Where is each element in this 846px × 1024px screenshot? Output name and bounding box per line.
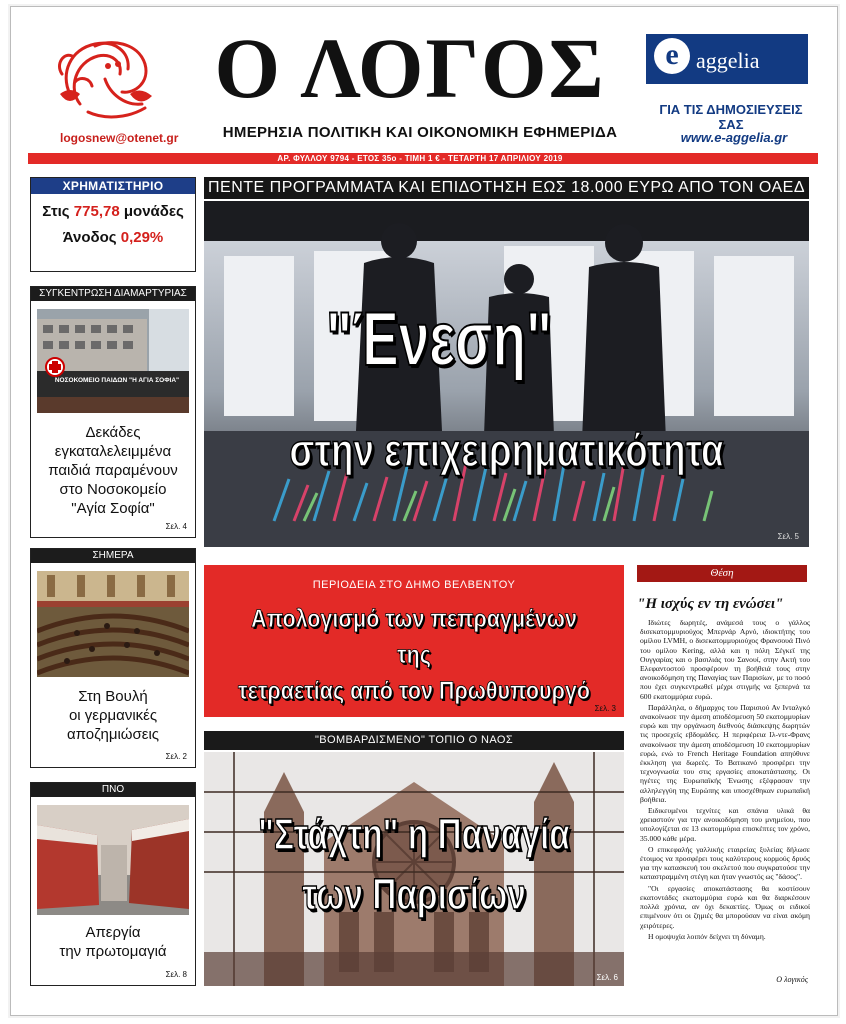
opinion-body: Ιδιώτες δωρητές, ανάμεσά τους ο γάλλος δισεκατομμυριούχος Μπερνάρ Αρνό, ιδιοκτήτης του ομίλου LVMH, ο δισεκατομμυριούχος Φρανσουά Πινό του ομίλου Kering, αλλά και η πόλη Σέγκεϊ της Ουγγαρίας και ο βασιλιάς του Σανουί, στην Ακτή του Ελεφαντοστού προσφέρουν τη βοήθειά τους στην ανοικοδόμηση της Παναγίας των Παρισίων, με το ποσό που έχει συγκεντρωθεί μέχρι στιγμής να ξεπερνά τα 600 εκατομμύρια ευρώ. Παράλληλα, ο δήμαρχος του Παρισιού Αν Ινταλγκό ανακοίνωσε την άμεση αποδέσμευση 50 εκατομμυρίων ευρώ και την οργάνωση διεθνούς διάσκεψης δωρητών τις προσεχείς εβδομάδες. Η περιφέρεια Ιλ-ντε-Φρανς ανακοίνωσε την άμεση αποδέσμευση 10 εκατομμυρίων ευρώ, ενώ το French Heritage Foundation απηύθυνε έκκληση για δωρεές. Το Βατικανό προσφέρει την τεχνογνωσία του στις εργασίες αποκατάστασης. Οι ηγέτες της Ευρωπαϊκής Ένωσης εξέφρασαν την αλληλεγγύη της Ευρώπης και υποσχέθηκαν ευρωπαϊκή βοήθεια. Ειδικευμένοι τεχνίτες και σπάνια υλικά θα χρειαστούν για την ανοικοδόμηση του μνημείου, που υπολογίζεται σε 13 εκατομμύρια επισκέπτες τον χρόνο, 35.000 κάθε μέρα. Ο επικεφαλής γαλλικής εταιρείας ξυλείας δήλωσε έτοιμος να προσφέρει τους καλύτερους κορμούς δρυός για την κατασκευή του σκελετού που συγκρατούσε την καταστραμμένη στέγη και ήταν γνωστός ως "δάσος". "Οι εργασίες αποκατάστασης θα κοστίσουν εκατοντάδες εκατομμύρια ευρώ και θα διαρκέσουν πολλά χρόνια, αν όχι δεκαετίες. Όμως οι ειδικοί επιμένουν ότι οι ζημιές θα μπορούσαν να είναι ακόμη χειρότερες. Η ομοψυχία λοιπόν δείχνει τη δύναμη.: [640, 618, 810, 941]
lead-headline-1: "Ένεση": [326, 297, 552, 382]
side-story-header: ΣΥΓΚΕΝΤΡΩΣΗ ΔΙΑΜΑΡΤΥΡΙΑΣ: [31, 287, 195, 301]
market-change-value: 0,29%: [120, 229, 164, 246]
lead-headline-2: στην επιχειρηματικότητα: [289, 424, 724, 476]
notre-dame-headline-2: των Παρισίων: [302, 870, 526, 919]
side-story-title: Απεργία την πρωτομαγιά: [59, 924, 167, 960]
eaggelia-tagline: ΓΙΑ ΤΙΣ ΔΗΜΟΣΙΕΥΣΕΙΣ ΣΑΣ: [659, 102, 803, 132]
side-story-title: Στη Βουλή οι γερμανικές αποζημιώσεις: [66, 688, 160, 743]
pm-story-headline: Απολογισμό των πεπραγμένων της τετραετίας από τον Πρωθυπουργό: [238, 605, 590, 705]
notre-dame-story[interactable]: [204, 752, 624, 986]
svg-text:ΝΟΣΟΚΟΜΕΙΟ ΠΑΙΔΩΝ "Η ΑΓΙΑ ΣΟΦΙ: ΝΟΣΟΚΟΜΕΙΟ ΠΑΙΔΩΝ "Η ΑΓΙΑ ΣΟΦΙΑ": [54, 377, 180, 384]
parliament-photo: [37, 571, 189, 677]
stock-market-header: ΧΡΗΜΑΤΙΣΤΗΡΙΟ: [31, 178, 195, 194]
page-ref: Σελ. 3: [594, 704, 616, 713]
pm-story-kicker: ΠΕΡΙΟΔΕΙΑ ΣΤΟ ΔΗΜΟ ΒΕΛΒΕΝΤΟΥ: [312, 579, 516, 591]
notre-dame-photo: [204, 752, 624, 986]
issue-info: ΑΡ. ΦΥΛΛΟΥ 9794 - ΕΤΟΣ 35ο - ΤΙΜΗ 1 € - ΤΕΤΑΡΤΗ 17 ΑΠΡΙΛΙΟΥ 2019: [277, 154, 563, 163]
market-index-line: Στις 775,78 μονάδες: [42, 203, 184, 220]
newspaper-subtitle: ΗΜΕΡΗΣΙΑ ΠΟΛΙΤΙΚΗ ΚΑΙ ΟΙΚΟΝΟΜΙΚΗ ΕΦΗΜΕΡΙΔΑ: [222, 124, 618, 141]
page-ref: Σελ. 5: [777, 532, 799, 541]
pm-story[interactable]: [204, 565, 624, 717]
eaggelia-e-icon: e: [654, 38, 690, 74]
notre-dame-kicker[interactable]: "ΒΟΜΒΑΡΔΙΣΜΕΝΟ" ΤΟΠΙΟ Ο ΝΑΟΣ: [204, 731, 624, 750]
notre-dame-headline-1: "Στάχτη" η Παναγία: [258, 810, 570, 859]
side-story-header: ΣΗΜΕΡΑ: [31, 549, 195, 563]
side-story-title: Δεκάδες εγκαταλελειμμένα παιδιά παραμένουν στο Νοσοκομείο "Αγία Σοφία": [48, 424, 178, 517]
hospital-photo: [37, 309, 189, 413]
opinion-header: Θέση: [637, 565, 807, 582]
side-story-parliament[interactable]: [30, 548, 196, 768]
lead-story[interactable]: [204, 201, 809, 547]
stock-market-box: [30, 177, 196, 272]
newspaper-logo-art: [50, 34, 160, 126]
side-story-header: ΠΝΟ: [31, 783, 195, 797]
page-ref: Σελ. 8: [165, 970, 187, 979]
market-change-line: Άνοδος 0,29%: [62, 229, 164, 246]
page-ref: Σελ. 4: [165, 522, 187, 531]
page-ref: Σελ. 2: [165, 752, 187, 761]
page-ref: Σελ. 6: [596, 973, 618, 982]
eaggelia-logo[interactable]: [646, 34, 808, 84]
lead-kicker[interactable]: ΠΕΝΤΕ ΠΡΟΓΡΑΜΜΑΤΑ ΚΑΙ ΕΠΙΔΟΤΗΣΗ ΕΩΣ 18.000 ΕΥΡΩ ΑΠΟ ΤΟΝ ΟΑΕΔ: [204, 177, 809, 199]
newspaper-title: Ο ΛΟΓΟΣ: [214, 20, 606, 116]
contact-email[interactable]: logosnew@otenet.gr: [60, 131, 179, 145]
market-index-value: 775,78: [73, 203, 120, 220]
opinion-title[interactable]: "Η ισχύς εν τη ενώσει": [637, 596, 784, 612]
side-story-strike[interactable]: [30, 782, 196, 986]
ships-photo: [37, 805, 189, 915]
eaggelia-word: aggelia: [696, 48, 760, 73]
eaggelia-url[interactable]: www.e-aggelia.gr: [680, 130, 788, 145]
side-story-hospital[interactable]: [30, 286, 196, 538]
opinion-signature: Ο λογικός: [776, 975, 808, 984]
